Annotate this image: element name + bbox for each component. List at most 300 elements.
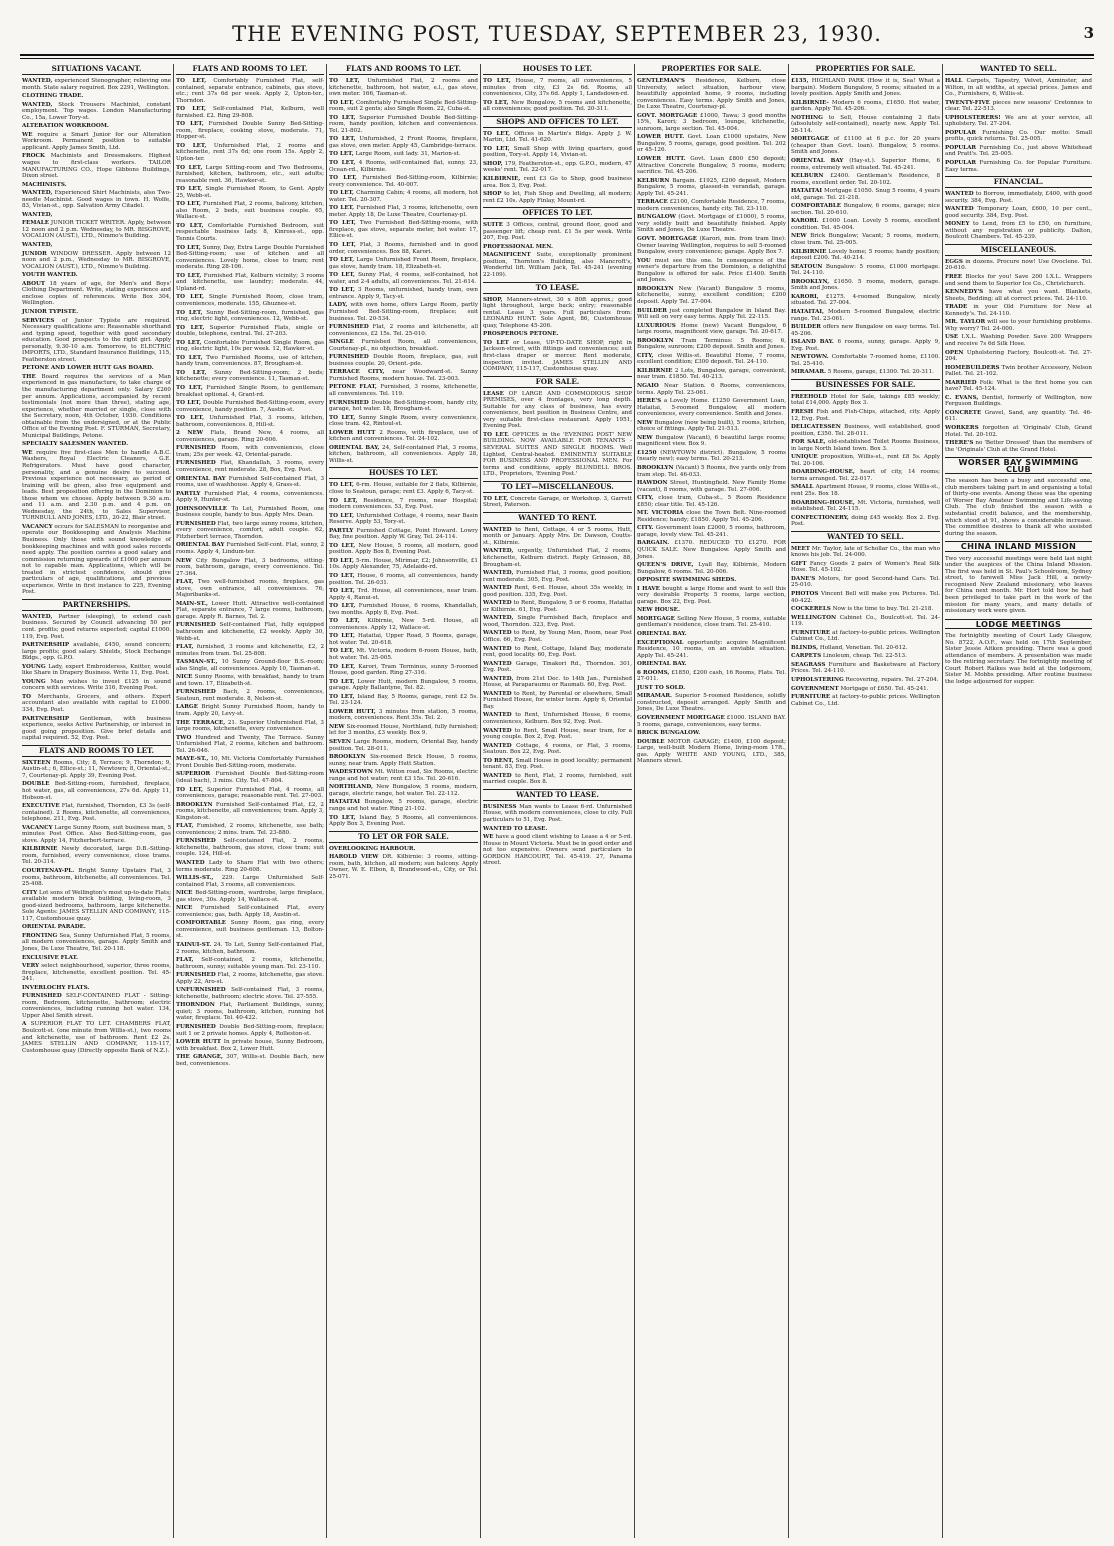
classified-ad — [945, 221, 1092, 241]
classified-ad — [791, 439, 940, 452]
ad-lead-word: WANTED TO LEASE. — [483, 825, 548, 832]
ad-lead-word: PETONE AND LOWER HUTT GAS BOARD. — [22, 365, 154, 372]
ad-body: Rent, 6-rd. House, about 35s weekly, in good position. 335, Evg. Post. — [483, 585, 633, 598]
ad-body: Near Station. 6 Rooms, conveniences, terms. Apply Tel. 23-061. — [637, 382, 786, 396]
section-heading: TO LEASE. — [483, 282, 632, 294]
ad-body: 21. Superior Unfurnished Flat, 3 large rooms, kitchenette, every convenience. — [176, 719, 324, 733]
ad-body: urgently, Unfurnished Flat, 2 rooms, kitchenette, Kelburn district. Reply Grinsson, 88, Brougham-st. — [483, 548, 632, 568]
ad-body: JUNIOR TICKET WRITER. Apply, between 12 noon and 2 p.m. Wednesday, to MR. BISGROVE, VOCALION (AUST.), LTD., Nimmo's Building. — [22, 220, 172, 240]
ad-lead-word: TO LET, — [176, 309, 203, 316]
ad-body: Cottage, 4 rooms, or Flat, 3 rooms, Seatoun. Box 22, Evg. Post. — [483, 742, 632, 756]
ad-lead-word: GOVT. MORTGAGE — [637, 112, 698, 119]
ad-body: Mt. Victoria, modern 6-room House, bath, hot water. Tel. 25-005. — [329, 648, 478, 662]
ad-lead-word: ORIENTAL BAY — [791, 158, 844, 165]
ad-lead-word: WE — [22, 131, 33, 138]
ad-body: Cabinet Co., Boulcott-st. Tel. 24-119. — [791, 614, 940, 628]
ad-lead-word: CONCRETE — [945, 409, 982, 416]
ad-lead-word: NICE — [176, 905, 193, 912]
section-heading: HOUSES TO LET. — [483, 64, 632, 75]
ad-lead-word: ORIENTAL BAY. — [637, 661, 687, 668]
classified-ad — [22, 803, 171, 823]
ad-body: Lyall Bay, Kilbirnie, Modern Bungalow, 6 rooms. Tel. 20-006. — [637, 562, 786, 575]
classified-ad — [483, 432, 632, 478]
ad-body: Business, well established, good position, £350. Tel. 28-011. — [791, 424, 941, 437]
ad-body: Superior Furnished Flats, single or double, telephone, central. Tel. 27-203. — [176, 324, 324, 338]
ad-lead-word: HERE'S — [637, 398, 662, 405]
ad-body: Six-roomed House, Northland, fully furnished; let for 3 months, £3 weekly. Box 9. — [329, 723, 478, 737]
ad-lead-word: SINGLE — [329, 339, 354, 346]
ad-lead-word: UPHOLSTERING — [791, 677, 844, 684]
classified-ad — [329, 369, 478, 382]
ad-body: Furnished Flat, 2 rooms, balcony, kitchen, also Room, 2 beds, suit business couple. 65, Wallace-st. — [176, 201, 324, 221]
ad-lead-word: LUXURIOUS — [637, 322, 676, 329]
ad-body: (Karori, min. from tram line): Owner leaving Wellington, requires to sell 5-roomed Bungalow, every convenience; garage. Apply Box 7. — [637, 236, 787, 256]
ad-body: Man wants to Lease 6-rd. Unfurnished House, with modern conveniences, close to city. Full particulars to 51, Evg. Post. — [483, 803, 633, 824]
ad-lead-word: OPPOSITE SWIMMING SHEDS. — [637, 577, 737, 584]
classified-ad — [176, 385, 324, 398]
classified-ad — [483, 676, 632, 689]
classified-ad — [329, 679, 478, 692]
section-heading: PARTNERSHIPS. — [22, 599, 171, 611]
ad-body: at factory-to-public prices. Wellington Cabinet Co., Ltd. — [791, 629, 940, 643]
ad-body: of Junior Typiste are required. Necessary qualifications are: Reasonable shorthand and typing speed, together with good secondary education. Good prospects to the right girl. Apply personally, 9.30-10 a.m. Tomorrow, to ELECTRIC IMPORTS, LTD., Standard Insurance Buildings, 115, Featherston street. — [22, 317, 171, 363]
ad-lead-word: TO LET, — [176, 121, 204, 128]
ad-lead-word: PARTNERSHIP — [22, 642, 70, 649]
ad-lead-word: COURTENAY-PL. — [22, 867, 75, 874]
ad-lead-word: USE — [945, 334, 959, 341]
ad-lead-word: TO LET, — [176, 106, 206, 113]
classified-ad — [176, 622, 324, 642]
ad-body: Machinists and Dressmakers. Highest wages to first-class workers. TAILOR MANUFACTURING CO., Hope Gibbons Buildings, Dixon street. — [22, 153, 171, 180]
classified-ad — [945, 78, 1092, 98]
ad-body: Modern 6 rooms, £1650. Hot water, garden. Apply Tel. 45-206. — [791, 99, 940, 113]
classified-ad — [791, 339, 940, 352]
ad-body: Mr. Taylor, late of Schollar Co., the man who knows his job. Tel. 24-000. — [791, 545, 940, 559]
section-heading: OFFICES TO LET. — [483, 207, 632, 219]
classified-ad — [329, 648, 478, 661]
classified-ad — [22, 153, 171, 179]
ad-lead-word: FURNISHED — [176, 972, 216, 979]
ad-lead-word: WANTED — [483, 727, 512, 734]
ad-body: 4 Rooms, self-contained flat, sunny. 23, Ocean-rd., Kilbirnie. — [329, 160, 478, 173]
classified-ad — [329, 100, 478, 113]
ad-lead-word: GOVT. MORTGAGE — [637, 236, 697, 243]
ad-body: select neighbourhood, superior, three rooms, fireplace, kitchenette, excellent position. Tel. 45-241. — [22, 963, 171, 983]
ad-body: Bed-Sitting-room, furnished, fireplace, hot water, gas, all conveniences, 27s 6d. Apply 11, Hobson-st. — [22, 781, 171, 801]
ad-lead-word: CITY. — [637, 525, 654, 532]
ad-lead-word: POPULAR — [945, 144, 977, 151]
classified-ad — [637, 383, 786, 396]
ad-lead-word: NORTHLAND, — [329, 784, 373, 791]
ad-lead-word: HOMEBUILDERS — [945, 364, 1000, 371]
ad-lead-word: YOUNG — [22, 678, 46, 685]
classified-ad — [22, 781, 171, 801]
classified-ad — [637, 616, 786, 629]
classified-ad — [176, 460, 324, 473]
ad-body: Unfurnished Flat, 2 rooms and kitchenette, bathroom, hot water, e.l., gas stove, own meter. 166, Tasman-st. — [329, 78, 478, 98]
classified-ad — [329, 205, 478, 218]
classified-ad — [329, 498, 478, 511]
ad-body: bought a large Home and want to sell this very desirable Property. 5 rooms, large section, garage. Box 22, Evg. Post. — [637, 585, 787, 605]
classified-ad — [791, 78, 940, 98]
classified-ad — [483, 340, 632, 373]
ad-lead-word: BROOKLYN, — [791, 278, 830, 285]
ad-body: Sunny Bed-Sitting-room, furnished, gas ring, electric light, conveniences. 12, Webb-st. — [176, 309, 324, 323]
classified-ad — [329, 339, 478, 352]
classified-ad — [176, 273, 324, 293]
ad-body: Comfortable Furnished Bedroom, suit respectable business lady. 8, Kinross-st., opp. Tennis Courts. — [176, 222, 324, 243]
ad-body: no 'Better Dressed' than the members of the 'Originals' Club at the Grand Hotel. — [945, 440, 1092, 453]
ad-lead-word: WORKERS — [945, 424, 979, 431]
ad-lead-word: TO RENT, — [483, 757, 514, 764]
ad-lead-word: CARPETS — [791, 653, 822, 660]
classified-ad — [637, 540, 786, 560]
column-6 — [788, 64, 942, 1538]
classified-ad — [329, 588, 478, 601]
classified-ad — [637, 286, 786, 306]
classified-ad — [329, 633, 478, 646]
ad-lead-word: TERRACE CITY, — [329, 369, 385, 376]
ad-lead-word: TO LET, — [483, 99, 509, 106]
ad-lead-word: PARTLY — [176, 490, 201, 497]
ad-body: £1000, Tawa; 3 good months 15%, Karori; 3 bedroom, lounge, kitchenette, sunroom, large section. Tel. 45-004. — [637, 112, 786, 132]
ad-body: Flat, 2 rooms and kitchenette, all conveniences, £2 15s. Tel. 25-010. — [329, 324, 479, 337]
ad-lead-word: HAWDON — [637, 480, 668, 487]
ad-body: to Rent, by Young Men, Room, near Post Office. 66, Evg. Post. — [483, 630, 632, 643]
classified-ad — [637, 338, 786, 351]
ad-body: to Rent, Flat, 2 rooms, furnished, suit married couple. Box 8. — [483, 772, 633, 786]
classified-ad — [791, 394, 940, 407]
ad-body: to Rent, Small House, near tram, for a young couple. Box 2, Evg. Post. — [483, 727, 633, 741]
ad-lead-word: 6 ROOMS, — [637, 669, 670, 676]
ad-lead-word: MORTGAGE — [637, 615, 675, 622]
classified-ad — [483, 615, 632, 628]
classified-ad — [176, 644, 324, 657]
ad-lead-word: TO LET, — [176, 415, 205, 422]
classified-ad — [637, 156, 786, 176]
classified-ad — [329, 175, 478, 188]
classified-ad — [637, 420, 786, 433]
classified-ad — [791, 645, 940, 652]
ad-lead-word: TO LET, — [329, 482, 354, 489]
ad-body: Linoleum, cheap. Tel. 22-513. — [822, 653, 907, 660]
ad-body: Furnishing Co. Our motto: Small profits, quick returns. Tel. 25-005. — [945, 129, 1092, 143]
classified-ad — [637, 199, 786, 212]
ad-lead-word: GOVERNMENT MORTGAGE — [637, 715, 725, 722]
ad-lead-word: MEET — [791, 545, 810, 552]
section-heading: HOUSES TO LET. — [329, 467, 478, 479]
ad-lead-word: JUST TO SOLD. — [637, 684, 686, 691]
ad-lead-word: HATAITAI — [329, 799, 360, 806]
classified-ad — [945, 410, 1092, 423]
ad-body: to Rent, Cottage, 4 or 5 rooms, Hutt, month or January. Apply Mrs. Dr. Dawson, Coutts-st., Kilbirnie. — [483, 526, 633, 546]
ad-lead-word: TO LET, — [483, 130, 511, 137]
ad-body: rent £3 Go to Shop, good business area. Box 3, Evg. Post. — [483, 176, 632, 189]
ad-lead-word: TO LET, — [176, 786, 203, 793]
ad-lead-word: TO LET, — [329, 220, 356, 227]
classified-ad — [945, 395, 1092, 408]
ad-lead-word: THE — [22, 373, 36, 380]
classified-ad — [791, 324, 940, 337]
classified-ad — [176, 355, 324, 368]
column-2 — [173, 64, 326, 1538]
ad-lead-word: FREEHOLD — [791, 393, 828, 400]
ad-lead-word: FURNISHED — [176, 689, 216, 696]
ad-lead-word: TO LET, — [329, 287, 355, 294]
classified-ad — [483, 146, 632, 159]
section-heading: PROPERTIES FOR SALE. — [791, 64, 940, 75]
ad-body: Trd. House, all conveniences, near tram. Apply 4, Ranui-st. — [329, 588, 479, 601]
classified-ad — [176, 78, 324, 104]
classified-ad — [329, 78, 478, 98]
ad-body: £1275. 4-roomed Bungalow, nicely situated. Tel. 27-004. — [791, 293, 940, 307]
classified-ad — [791, 454, 940, 467]
ad-lead-word: KILBIRNIE- — [791, 99, 829, 106]
column-4 — [480, 64, 634, 1538]
ad-body: Bright Sunny Upstairs Flat, 3 rooms, bathroom, kitchenette, all conveniences. Tel. 25-408. — [22, 867, 171, 888]
classified-ad — [329, 528, 478, 541]
classified-ad — [637, 450, 786, 463]
ad-lead-word: OVERLOOKING HARBOUR. — [329, 845, 416, 852]
ad-lead-word: TO LET, — [329, 175, 357, 182]
ad-body: forgotten at 'Originals' Club, Grand Hotel. Tel. 20-102. — [945, 424, 1092, 438]
ad-lead-word: GOVERNMENT — [791, 685, 839, 692]
ad-lead-word: WANTED, — [22, 242, 53, 249]
ad-lead-word: C. EVANS, — [945, 394, 979, 401]
ad-body: Lady, expert Embroideress, Knitter, would like Share in Drapery Business. Write 11, Evg. Post. — [22, 663, 171, 677]
ad-body: Furnished Bed-Sitting-room, Kilbirnie; every convenience. Tel. 40-007. — [329, 175, 478, 188]
ad-lead-word: EXCEPTIONAL — [637, 639, 684, 646]
ad-lead-word: KENNEDY'S — [945, 289, 984, 296]
ad-body: £2100, Comfortable Residence, 7 rooms, modern conveniences, handy city. Tel. 23-110. — [637, 199, 786, 212]
classified-ad — [945, 334, 1092, 347]
ad-lead-word: WE — [22, 449, 33, 456]
ad-lead-word: BROOKLYN — [637, 285, 674, 292]
ad-lead-word: EXCLUSIVE FLAT. — [22, 954, 78, 961]
classified-ad — [329, 151, 478, 158]
ad-body: Sunny, Day, Extra Large Double Furnished Bed-Sitting-room; use of kitchen and all conveniences. Lovely home, close to tram; rent moderate. Ring 28-106. — [176, 244, 324, 271]
classified-ad — [22, 242, 171, 249]
ad-lead-word: KILBIRNIE — [637, 367, 673, 374]
classified-ad — [637, 113, 786, 133]
ad-lead-word: COMFORTABLE — [791, 203, 842, 210]
ad-body: Bungalow, 5 rooms, garage, electric range and hot water. Ring 21-102. — [329, 799, 478, 812]
classified-ad — [945, 115, 1092, 128]
ad-body: New Bungalow, 5 rooms and kitchenette, all conveniences; good position. Tel. 20-311. — [483, 99, 632, 113]
ad-body: Bungalow, 6 rooms, garage; nice section. Tel. 20-610. — [791, 203, 940, 216]
classified-ad — [791, 294, 940, 307]
classified-ad — [329, 384, 478, 397]
classified-ad — [791, 677, 940, 684]
section-heading: TO LET OR FOR SALE. — [329, 831, 478, 843]
classified-ad — [945, 380, 1092, 393]
classified-ad — [22, 365, 171, 372]
ad-lead-word: LOWER HUTT — [329, 429, 376, 436]
ad-lead-word: WANTED — [483, 630, 512, 637]
classified-ad — [637, 258, 786, 284]
classified-ad — [483, 712, 632, 725]
classified-ad — [791, 158, 940, 171]
ad-lead-word: INVERLOCHY FLATS. — [22, 984, 90, 991]
ad-lead-word: KILBIRNIE — [791, 248, 827, 255]
ad-lead-word: TO LET, — [483, 145, 510, 152]
ad-body: Fish and Fish-Chips, attached, city. Apply 12, Evg. Post. — [791, 408, 940, 422]
ad-body: Twin brother Accessory, Nelson Pallet. Tel. 21-102. — [945, 364, 1093, 378]
ad-body: Partner (sleeping), to extend cash business. Secured by Council advancing 50 per cent. profits; good returns expected; capital £1000. 119, Evg. Post. — [22, 613, 171, 640]
classified-ad — [176, 802, 324, 822]
ad-body: at factory-to-public prices. Wellington Cabinet Co., Ltd. — [791, 694, 940, 707]
ad-body: Unfurnished, 2 Front Rooms, fireplace, gas stove, own meter. Apply 45, Cambridge-terrace. — [329, 136, 478, 149]
ad-lead-word: £135, — [791, 78, 809, 84]
ad-lead-word: MIRAMAR. — [637, 693, 672, 700]
ad-body: Government loan £2000, 5 rooms, bathroom, garage, lovely view. Tel. 45-241. — [637, 525, 786, 538]
classified-ad — [22, 993, 171, 1019]
ad-lead-word: SHOP — [483, 191, 502, 198]
ad-body: have what you want. Blankets, Sheets, Bedding; all at correct prices. Tel. 24-110. — [945, 289, 1093, 302]
ad-body: Flat, Khandallah, 3 rooms, every convenience, rent moderate. 28, Box, Evg. Post. — [176, 460, 325, 473]
ad-lead-word: LEASE — [483, 390, 504, 397]
section-heading: FLATS AND ROOMS TO LET. — [176, 64, 324, 75]
classified-ad — [22, 450, 171, 522]
ad-body: Lower Hutt, modern Bungalow, 5 rooms, garage. Apply Ballantyne, Tel. 82. — [329, 678, 478, 692]
classified-ad — [22, 614, 171, 640]
ad-body: Comfortable Furnished Single Room, gas ring, electric light, 10s per week. 12, Hawker-st. — [176, 339, 324, 353]
ad-lead-word: VACANCY — [22, 523, 53, 530]
ad-body: Furnishing Co., just above Whitehead and Pratt's. Tel. 25-005. — [945, 144, 1093, 158]
classified-ad — [637, 685, 786, 692]
ad-lead-word: SIXTEEN — [22, 759, 51, 766]
ad-body: Now is the time to buy. Tel. 21-218. — [832, 606, 934, 613]
ad-lead-word: SPECIALTY SALESMEN WANTED. — [22, 441, 129, 448]
classified-ad — [945, 145, 1092, 158]
classified-ad — [791, 354, 940, 367]
ad-lead-word: NGAIO — [637, 382, 659, 389]
ad-lead-word: TO LET, — [483, 495, 509, 502]
ad-lead-word: WANTED, — [483, 615, 514, 622]
classified-ad — [329, 257, 478, 270]
classified-ad — [483, 496, 632, 509]
ad-lead-word: TO LET, — [176, 244, 201, 251]
ad-lead-word: TO LET, — [329, 190, 354, 197]
classified-ad — [22, 1021, 171, 1054]
ad-body: Karori, Tram Terminus, sunny 5-roomed House, good garden. Ring 27-316. — [329, 663, 478, 677]
ad-lead-word: OPEN — [945, 349, 964, 356]
ad-lead-word: NEW — [637, 419, 653, 426]
ad-body: OF LARGE AND COMMODIOUS SHOP PREMISES, over 4 frontages, very long depth. Suitable for any class of business, has every convenience, best position in Business Centre, and very suitable first-class restaurant. Apply 1951, Evening Post. — [483, 390, 633, 430]
ad-lead-word: TO LET, — [329, 151, 354, 158]
ad-body: Double Furnished Bed-Sitting-room, every convenience, handy position. 7, Austin-st. — [176, 400, 324, 413]
classified-ad — [329, 400, 478, 413]
classified-ad — [329, 694, 478, 707]
classified-ad — [791, 100, 940, 113]
classified-ad — [329, 739, 478, 752]
ad-lead-word: PARTLY — [329, 527, 354, 534]
classified-ad — [483, 826, 632, 833]
classified-ad — [22, 868, 171, 888]
ad-body: Self-contained Flat, fully equipped bathroom and kitchenette, £2 weekly. Apply 30, Webb-st. — [176, 622, 325, 642]
ad-lead-word: DANE'S — [791, 575, 816, 582]
ad-body: Furnished Self-contained Flat, 3 rooms, use of washhouse. Apply 4, Grass-st. — [176, 475, 325, 489]
ad-lead-word: MT. VICTORIA — [637, 510, 684, 517]
ad-lead-word: ORIENTAL BAY — [176, 542, 225, 549]
ad-lead-word: DOUBLE — [637, 738, 665, 745]
classified-ad — [329, 242, 478, 255]
classified-ad — [945, 289, 1092, 302]
classified-ad — [945, 350, 1092, 363]
ad-body: WINDOW DRESSER. Apply between 12 noon and 2 p.m., Wednesday to MR. BISGROVE, VOCALION (AUST.), LTD., Nimmo's Building. — [22, 250, 172, 270]
classified-ad — [176, 370, 324, 383]
classified-ad — [329, 272, 478, 285]
classified-ad — [22, 309, 171, 316]
classified-ad — [945, 160, 1092, 173]
classified-ad — [637, 715, 786, 728]
ad-body: proposition, Willis-st., rent £8 5s. Apply Tel. 20-106. — [791, 454, 940, 467]
ad-lead-word: SUITE — [483, 222, 503, 229]
ad-body: to Rent, Cottage, Island Bay, moderate rent, good locality. 60, Evg. Post. — [483, 645, 632, 659]
ad-lead-word: CITY — [22, 889, 38, 896]
ad-body: Carpets, Tapestry, Velvet, Axminster, and Wilton, in all widths, at special prices. James and Co., Furnishers, 6, Willis-st. — [945, 78, 1093, 98]
section-heading: WANTED TO SELL. — [791, 531, 940, 543]
ad-body: of £1100 at 6 p.c. for 20 years (cheaper than Govt. loan). Bungalow, 5 rooms. Smith and Jones. — [791, 136, 941, 156]
classified-ad — [791, 369, 940, 376]
classified-ad — [637, 640, 786, 660]
ad-body: Bed-Sitting-room, wardrobe, large fireplace, gas stove, 30s. Apply 14, Wallace-st. — [176, 890, 325, 903]
classified-ad — [637, 693, 786, 713]
ad-body: Furnished Flat, 3 rooms, good position; rent moderate. 305, Evg. Post. — [483, 570, 633, 583]
ad-body: in dozens. Procure now! Use Ovoclene. Tel. 20-610. — [945, 258, 1093, 272]
ad-body: doing £45 weekly. Box 2. Evg. Post. — [791, 514, 940, 528]
ad-body: House, 7 rooms, all conveniences, 5 minutes from city, £3 2s 6d. Rooms, all conveniences, City, 37s 6d. Apply 1, Landsdown-rd. — [483, 78, 632, 98]
ad-lead-word: BROOKLYN — [176, 801, 213, 808]
ad-body: 2 Lots, Bungalow, garage, convenient, near tram. £1850. Tel. 40-213. — [637, 367, 786, 381]
ad-body: Bungalow: 5 rooms, £1000 mortgage. Tel. 24-110. — [791, 263, 940, 277]
section-heading: FLATS AND ROOMS TO LET. — [22, 745, 171, 757]
ad-body: require five first-class Men to handle A.B.C. Washers, Royal Electric Cleaners, G.E. Refrigerators. Must have good character, personality, and a genuine desire to succeed. Previous experience not necessary, as period of training will be given, also free equipment and leads. Best proposition offering in the Dominion to those whom we choose. Apply between 9.30 a.m. and 11 a.m. and 2.30 p.m. and 4 p.m. on Wednesday, the 24th, to Sales Supervisor, TURNBULL AND JONES, LTD., 20-22, Blair street. — [22, 449, 172, 522]
classified-ad — [637, 510, 786, 523]
ad-body: will see to your furnishing problems. Why worry? Tel. 24-000. — [945, 319, 1092, 332]
classified-ad — [483, 527, 632, 547]
ad-body: £1000 Loan. Lovely 5 rooms, excellent condition. Tel. 45-004. — [791, 218, 940, 231]
ad-body: Vincent Bell will make you Pictures. Tel. 40-422. — [791, 591, 941, 604]
ad-body: Garage, Tinakori Rd., Thorndon. 301, Evg. Post. — [483, 660, 632, 674]
ad-lead-word: ALTERATION WORKROOM. — [22, 123, 109, 130]
ad-lead-word: FREE — [945, 274, 963, 281]
classified-ad — [791, 279, 940, 292]
classified-ad — [791, 188, 940, 201]
ad-lead-word: ABOUT — [22, 280, 46, 287]
classified-ad — [791, 591, 940, 604]
ad-body: Offices in Martin's Bldgs. Apply J. W. Martin, Ltd. Tel. 41-620. — [483, 130, 632, 144]
ad-lead-word: WELLINGTON — [791, 614, 837, 621]
ad-lead-word: WILLIS-ST., — [176, 875, 214, 882]
classified-ad — [176, 987, 324, 1000]
article-heading: CHINA INLAND MISSION — [945, 541, 1092, 552]
classified-ad — [329, 190, 478, 203]
ad-lead-word: THERE'S — [945, 440, 974, 447]
classified-ad — [483, 758, 632, 771]
ad-lead-word: WANTED, — [22, 190, 53, 197]
column-3 — [326, 64, 480, 1538]
ad-body: Large Rooms, modern, Oriental Bay, handy position. Tel. 28-011. — [329, 739, 478, 752]
ad-lead-word: FLAT, — [176, 579, 194, 586]
ad-lead-word: TO LET, — [329, 678, 355, 685]
ad-lead-word: TASMAN-ST., — [176, 659, 218, 666]
ad-lead-word: TO LET, — [329, 414, 356, 421]
section-heading: TO LET—MISCELLANEOUS. — [483, 481, 632, 493]
ad-body: Newly decorated, large D.B.-Sitting-room, furnished, every convenience, close trams. Tel. 20-314. — [22, 846, 172, 866]
classified-ad — [637, 495, 786, 508]
ad-body: Suite, exceptionally prominent position, Thornton's Building, also Mancroft's, Wonderful lift. William Jack, Tel. 45-241 (evening 22-109). — [483, 252, 632, 279]
